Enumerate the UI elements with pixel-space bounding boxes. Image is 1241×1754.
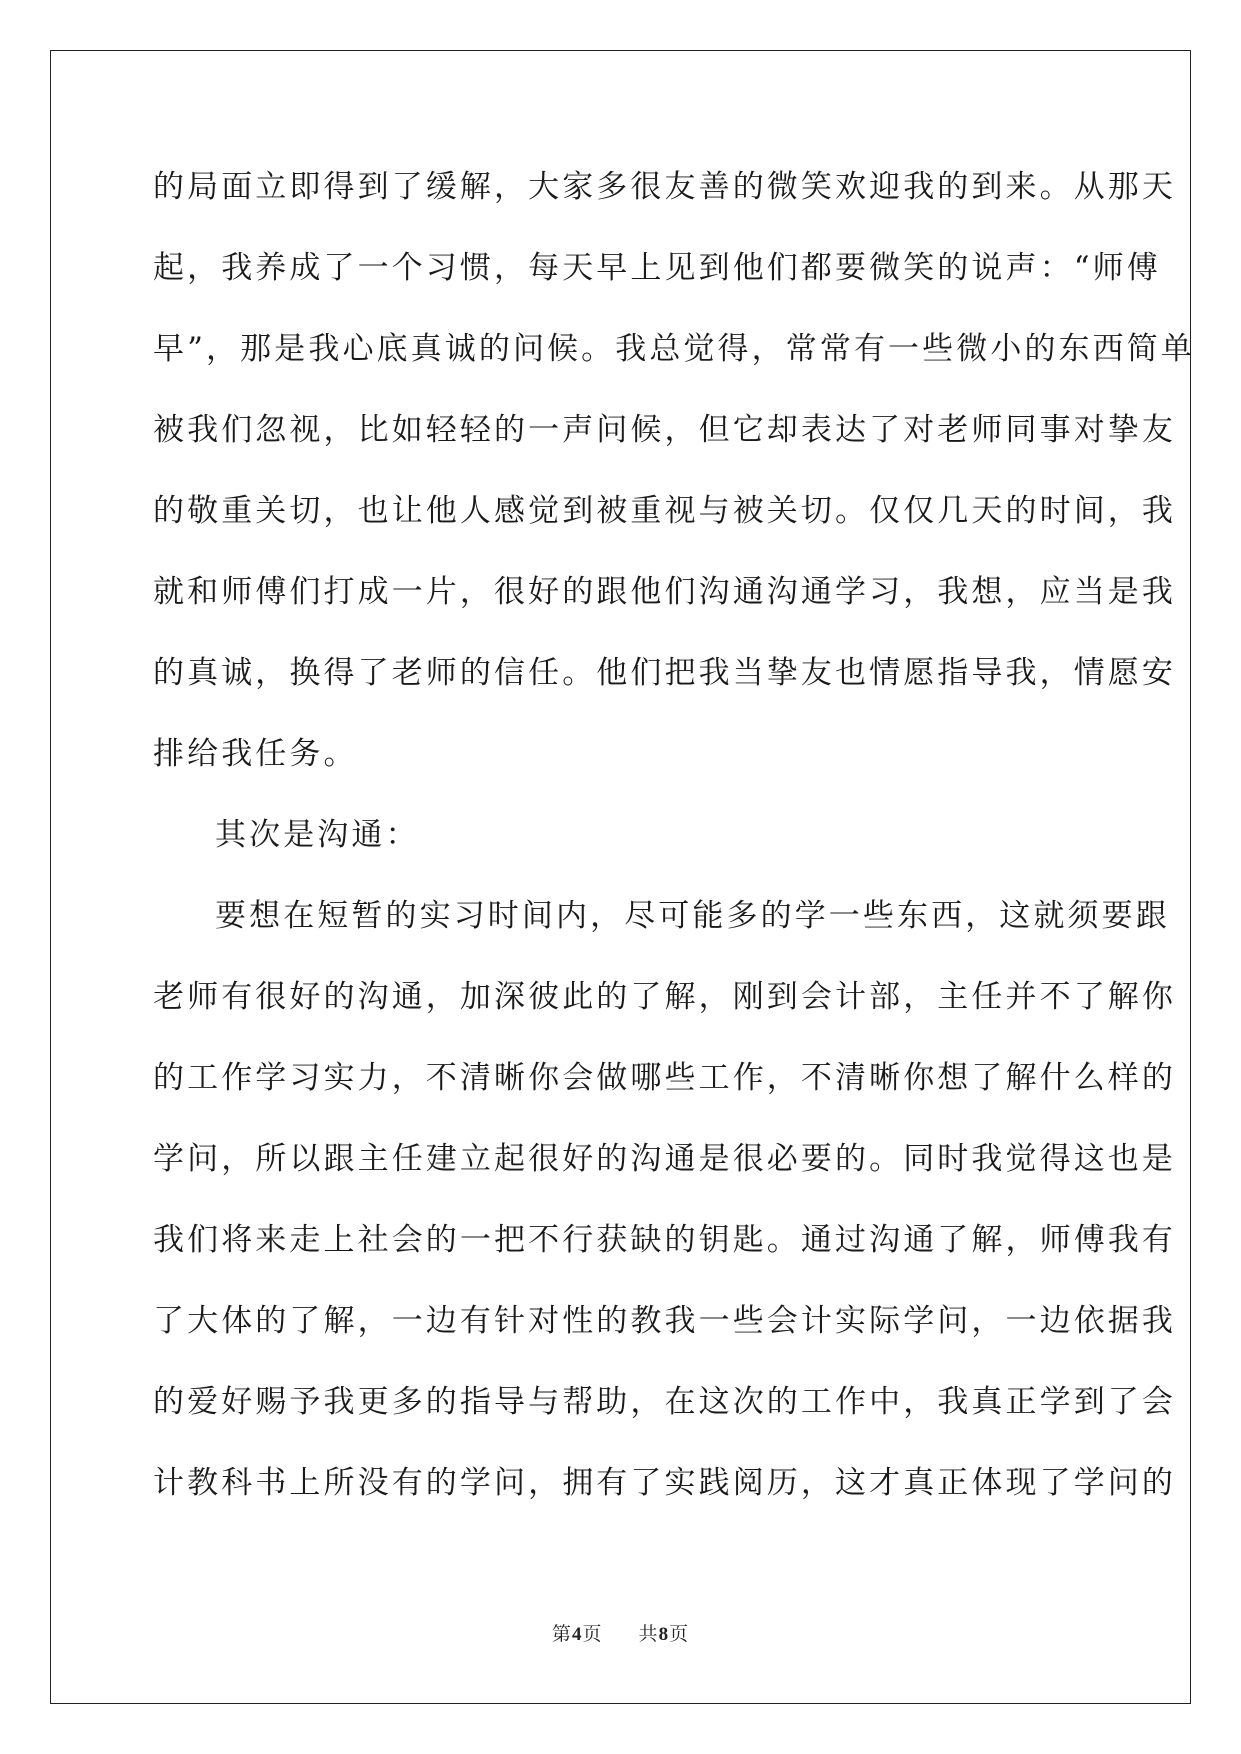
text-line: 的敬重关切，也让他人感觉到被重视与被关切。仅仅几天的时间，我 xyxy=(153,493,1176,529)
paragraph xyxy=(153,806,1089,887)
paragraph xyxy=(153,887,1176,1535)
text-line: 了大体的了解，一边有针对性的教我一些会计实际学问，一边依据我 xyxy=(153,1303,1176,1339)
paragraph xyxy=(153,158,1195,806)
text-line: 早”，那是我心底真诚的问候。我总觉得，常常有一些微小的东西简单 xyxy=(153,331,1195,367)
page-footer xyxy=(0,1619,1241,1646)
page-number xyxy=(552,1623,610,1645)
total-suffix: 页 xyxy=(669,1623,690,1645)
text-line: 的工作学习实力，不清晰你会做哪些工作，不清晰你想了解什么样的 xyxy=(153,1060,1176,1096)
page-suffix: 页 xyxy=(582,1623,603,1645)
text-line: 起，我养成了一个习惯，每天早上见到他们都要微笑的说声：“师傅 xyxy=(153,250,1161,286)
text-line: 就和师傅们打成一片，很好的跟他们沟通沟通学习，我想，应当是我 xyxy=(153,574,1176,610)
text-line: 被我们忽视，比如轻轻的一声问候，但它却表达了对老师同事对挚友 xyxy=(153,412,1176,448)
total-count: 8 xyxy=(658,1624,670,1645)
document-body xyxy=(153,158,1195,1535)
page-total xyxy=(639,1623,690,1645)
text-line: 其次是沟通： xyxy=(215,817,420,853)
text-line: 我们将来走上社会的一把不行获缺的钥匙。通过沟通了解，师傅我有 xyxy=(153,1222,1176,1258)
page-prefix: 第 xyxy=(551,1623,572,1645)
text-line: 要想在短暂的实习时间内，尽可能多的学一些东西，这就须要跟 xyxy=(215,898,1170,934)
text-line: 的爱好赐予我更多的指导与帮助，在这次的工作中，我真正学到了会 xyxy=(153,1384,1176,1420)
text-line: 老师有很好的沟通，加深彼此的了解，刚到会计部，主任并不了解你 xyxy=(153,979,1176,1015)
text-line: 学问，所以跟主任建立起很好的沟通是很必要的。同时我觉得这也是 xyxy=(153,1141,1176,1177)
text-line: 排给我任务。 xyxy=(153,736,358,772)
text-line: 计教科书上所没有的学问，拥有了实践阅历，这才真正体现了学问的 xyxy=(153,1465,1176,1501)
page-current: 4 xyxy=(571,1624,583,1645)
text-line: 的真诚，换得了老师的信任。他们把我当挚友也情愿指导我，情愿安 xyxy=(153,655,1176,691)
text-line: 的局面立即得到了缓解，大家多很友善的微笑欢迎我的到来。从那天 xyxy=(153,169,1176,205)
total-prefix: 共 xyxy=(638,1623,659,1645)
